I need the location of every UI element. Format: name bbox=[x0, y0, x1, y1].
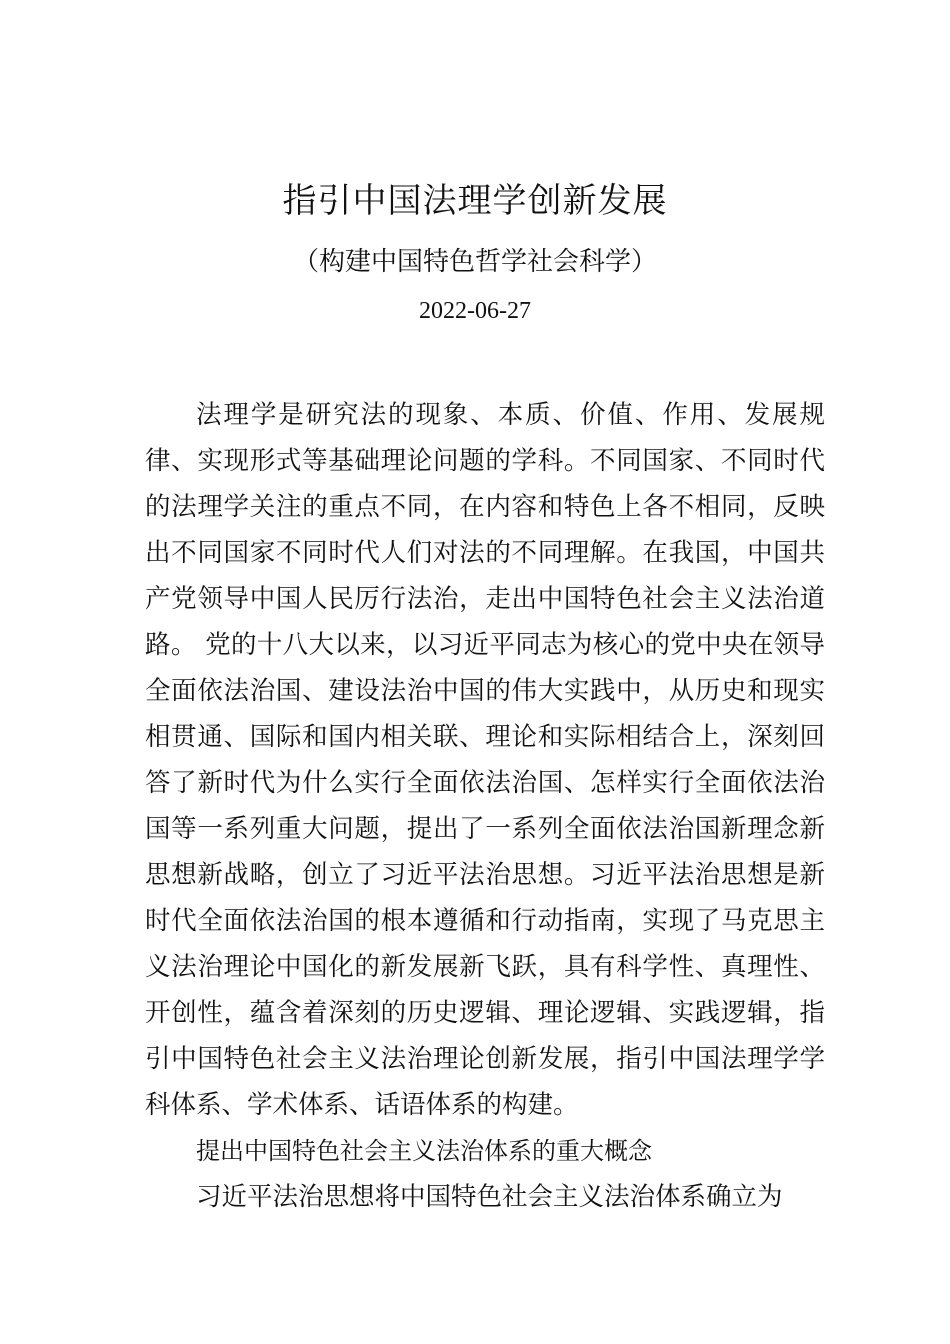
article-title: 指引中国法理学创新发展 bbox=[282, 181, 668, 221]
section-paragraph: 习近平法治思想将中国特色社会主义法治体系确立为 bbox=[196, 1182, 783, 1212]
publish-date: 2022-06-27 bbox=[419, 298, 531, 324]
article-body bbox=[145, 392, 825, 1220]
section-heading: 提出中国特色社会主义法治体系的重大概念 bbox=[196, 1137, 652, 1165]
body-paragraph: 法理学是研究法的现象、本质、价值、作用、发展规律、实现形式等基础理论问题的学科。不同国家、不同时代的法理学关注的重点不同，在内容和特色上各不相同，反映出不同国家不同时代人们对法的不同理解。在我国，中国共产党领导中国人民厉行法治，走出中国特色社会主义法治道路。 党的十八大以来，以习近平同志为核心的党中央在领导全面依法治国、建设法治中国的伟大实践中，从历史和现实相贯通、国际和国内相关联、理论和实际相结合上，深刻回答了新时代为什么实行全面依法治国、怎样实行全面依法治国等一系列重大问题，提出了一系列全面依法治国新理念新思想新战略，创立了习近平法治思想。习近平法治思想是新时代全面依法治国的根本遵循和行动指南，实现了马克思主义法治理论中国化的新发展新飞跃，具有科学性、真理性、开创性，蕴含着深刻的历史逻辑、理论逻辑、实践逻辑，指引中国特色社会主义法治理论创新发展，指引中国法理学学科体系、学术体系、话语体系的构建。 bbox=[145, 400, 825, 1120]
article-subtitle: （构建中国特色哲学社会科学） bbox=[292, 247, 657, 277]
